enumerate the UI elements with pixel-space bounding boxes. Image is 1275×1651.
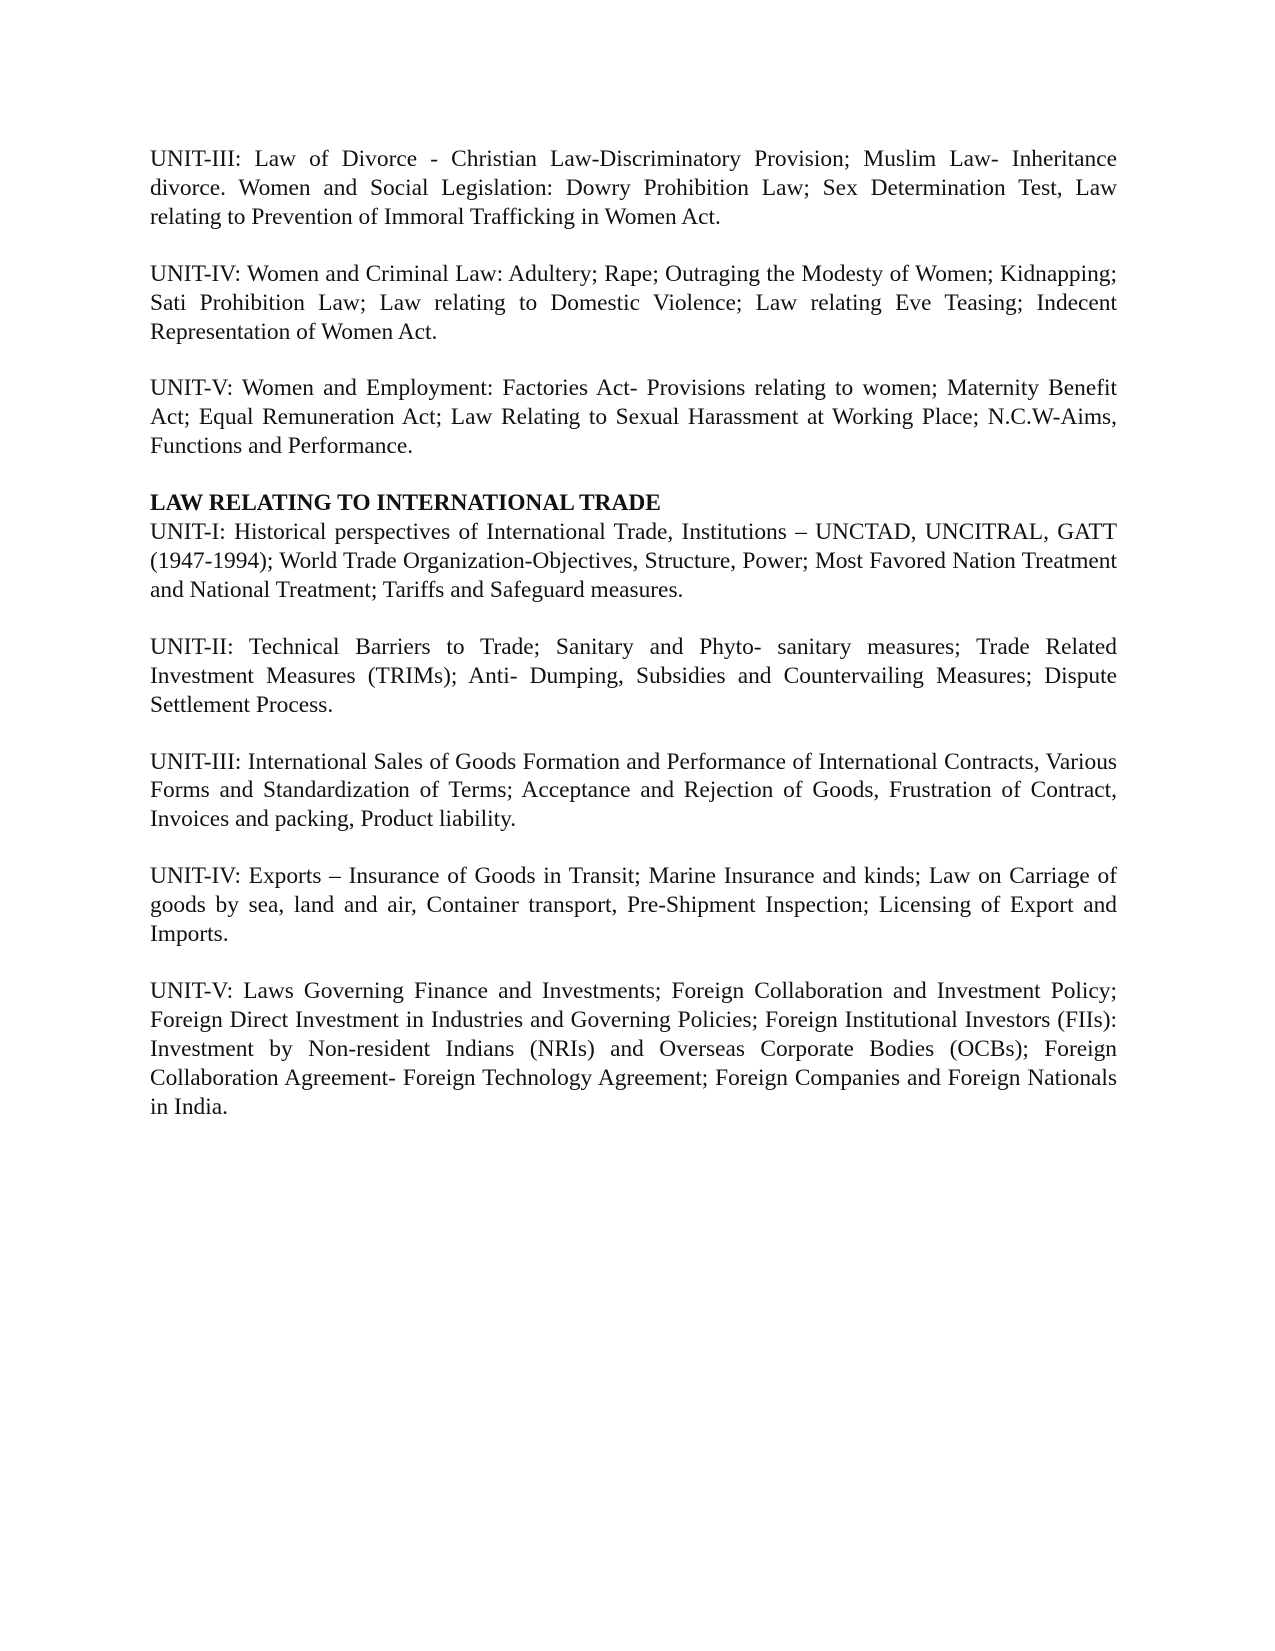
trade-unit-i-paragraph: UNIT-I: Historical perspectives of International Trade, Institutions – UNCTAD, UNCITRAL, GATT (1947-1994); World Trade Organization-Objectives, Structure, Power; Most Favored Nation Treatment and National Treatment; Tariffs and Safeguard measures. [150, 519, 1117, 603]
women-law-unit-iii-paragraph: UNIT-III: Law of Divorce - Christian Law-Discriminatory Provision; Muslim Law- Inheritance divorce. Women and Social Legislation: Dowry Prohibition Law; Sex Determination Test, Law relating to Prevention of Immoral Trafficking in Women Act. [150, 146, 1117, 230]
women-law-unit-v-paragraph: UNIT-V: Women and Employment: Factories Act- Provisions relating to women; Maternity Benefit Act; Equal Remuneration Act; Law Relating to Sexual Harassment at Working Place; N.C.W-Aims, Functions and Performance. [150, 375, 1117, 460]
section-heading: LAW RELATING TO INTERNATIONAL TRADE [150, 490, 661, 517]
trade-unit-iv-paragraph: UNIT-IV: Exports – Insurance of Goods in Transit; Marine Insurance and kinds; Law on Carriage of goods by sea, land and air, Container transport, Pre-Shipment Inspection; Licensing of Export and Imports. [150, 863, 1117, 948]
trade-unit-v-paragraph: UNIT-V: Laws Governing Finance and Investments; Foreign Collaboration and Investment Policy; Foreign Direct Investment in Industries and Governing Policies; Foreign Institutional Investors (FIIs): Investment by Non-resident Indians (NRIs) and Overseas Corporate Bodies (OCBs); Foreign Collaboration Agreement- Foreign Technology Agreement; Foreign Companies and Foreign Nationals in India. [150, 977, 1117, 1120]
trade-unit-ii-paragraph: UNIT-II: Technical Barriers to Trade; Sanitary and Phyto- sanitary measures; Trade Related Investment Measures (TRIMs); Anti- Dumping, Subsidies and Countervailing Measures; Dispute Settlement Process. [150, 633, 1117, 718]
document-page [150, 145, 1117, 1149]
trade-unit-iii-paragraph: UNIT-III: International Sales of Goods Formation and Performance of International Contracts, Various Forms and Standardization of Terms; Acceptance and Rejection of Goods, Frustration of Contract, Invoices and packing, Product liability. [150, 748, 1117, 833]
women-law-unit-iv-paragraph: UNIT-IV: Women and Criminal Law: Adultery; Rape; Outraging the Modesty of Women; Kidnapping; Sati Prohibition Law; Law relating to Domestic Violence; Law relating Eve Teasing; Indecent Representation of Women Act. [150, 260, 1117, 345]
